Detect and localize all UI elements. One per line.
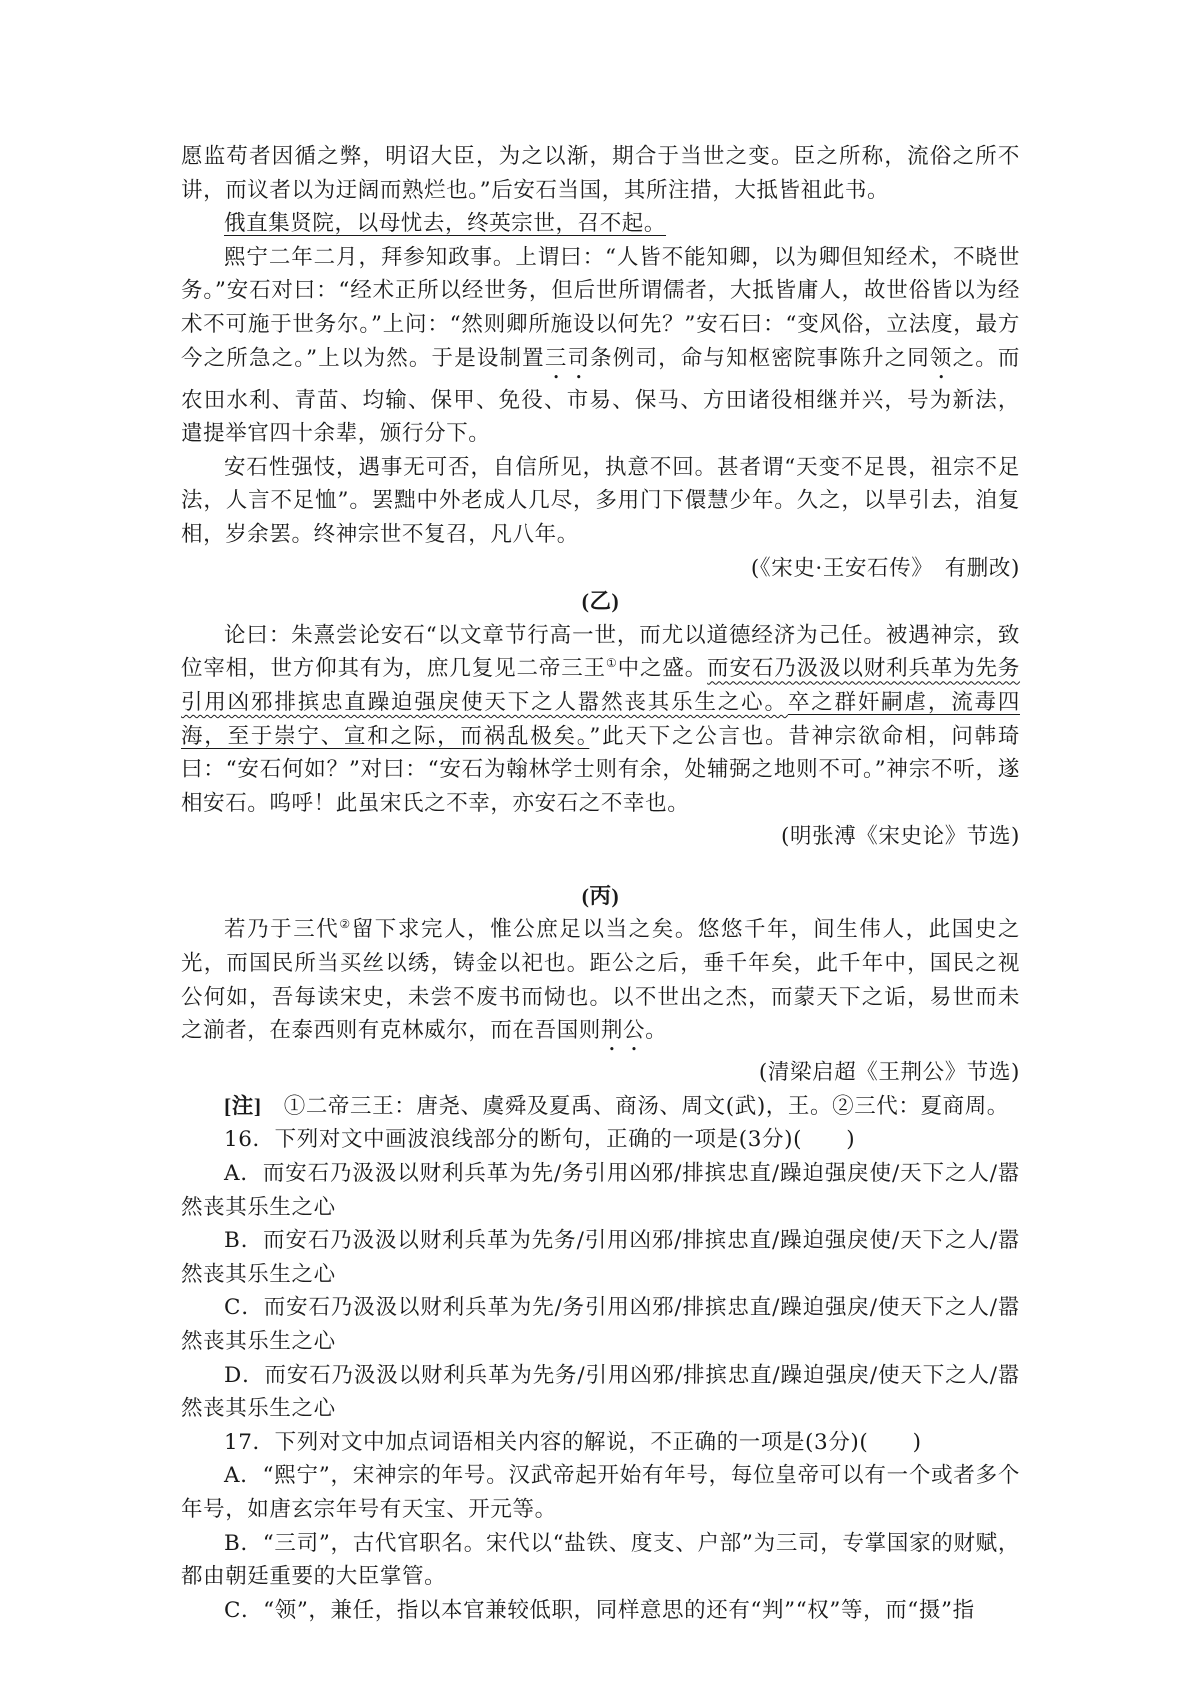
question-17-option-c: C．“领”，兼任，指以本官兼较低职，同样意思的还有“判”“权”等，而“摄”指 — [224, 1597, 975, 1623]
yi-paragraph: 论曰：朱熹尝论安石“以文章节行高一世，而尤以道德经济为己任。被遇神宗，致位宰相，世方仰其有为，庶几复见二帝三王①中之盛。而安石乃汲汲以财利兵革为先务引用凶邪排摈忠直躁迫强戾使天下之人嚣然丧其乐生之心。卒之群奸嗣虐，流毒四海，至于崇宁、宣和之际，而祸乱极矣。”此天下之公言也。昔神宗欲命相，问韩琦曰：“安石何如？”对曰：“安石为翰林学士则有余，处辅弼之地则不可。”神宗不听，遂相安石。呜呼！此虽宋氏之不幸，亦安石之不幸也。 — [181, 622, 1021, 816]
underlined-sentence-2: 卒之群奸嗣虐，流毒四海，至于崇宁、宣和之际，而祸乱极矣。 — [181, 689, 1020, 749]
jia-paragraph-1: 愿监苟者因循之弊，明诏大臣，为之以渐，期合于当世之变。臣之所称，流俗之所不讲，而议者以为迂阔而熟烂也。”后安石当国，其所注措，大抵皆祖此书。 — [181, 144, 1020, 203]
question-17-option-b: B．“三司”，古代官职名。宋代以“盐铁、度支、户部”为三司，专掌国家的财赋，都由朝廷重要的大臣掌管。 — [181, 1530, 1020, 1590]
question-16-option-c: C．而安石乃汲汲以财利兵革为先/务引用凶邪/排摈忠直/躁迫强戾/使天下之人/嚣然丧其乐生之心 — [181, 1295, 1020, 1354]
jia-source: (《宋史·王安石传》 有删改) — [750, 555, 1020, 581]
section-gap — [181, 854, 1020, 880]
bing-paragraph: 若乃于三代②留下求完人，惟公庶足以当之矣。悠悠千年，间生伟人，此国史之光，而国民所当买丝以绣，铸金以祀也。距公之后，垂千年矣，此千年中，国民之视公何如，吾每读宋史，未尝不废书而恸也。以不世出之杰，而蒙天下之诟，易世而未之湔者，在泰西则有克林威尔，而在吾国则荆公。 — [181, 917, 1020, 1044]
question-17-option-a: A．“熙宁”，宋神宗的年号。汉武帝起开始有年号，每位皇帝可以有一个或者多个年号，如唐玄宗年号有天宝、开元等。 — [181, 1463, 1020, 1522]
jia-paragraph-3: 熙宁二年二月，拜参知政事。上谓曰：“人皆不能知卿，以为卿但知经术，不晓世务。”安石对曰：“经术正所以经世务，但后世所谓儒者，大抵皆庸人，故世俗皆以为经术不可施于世务尔。”上问：“然则卿所施设以何先？”安石曰：“变风俗，立法度，最方今之所急之。”上以为然。于是设制置三司条例司，命与知枢密院事陈升之同领之。而农田水利、青苗、均输、保甲、免役、市易、保马、方田诸役相继并兴，号为新法，遣提举官四十余辈，颁行分下。 — [181, 244, 1020, 447]
question-16-option-d: D．而安石乃汲汲以财利兵革为先务/引用凶邪/排摈忠直/躁迫强戾/使天下之人/嚣然丧其乐生之心 — [181, 1362, 1020, 1422]
question-16-option-b: B．而安石乃汲汲以财利兵革为先务/引用凶邪/排摈忠直/躁迫强戾使/天下之人/嚣然丧其乐生之心 — [181, 1228, 1020, 1287]
footnote-ref-1: ① — [606, 656, 618, 671]
jia-paragraph-4: 安石性强忮，遇事无可否，自信所见，执意不回。甚者谓“天变不足畏，祖宗不足法，人言不足恤”。罢黜中外老成人几尽，多用门下儇慧少年。久之，以旱引去，洎复相，岁余罢。终神宗世不复召，凡八年。 — [181, 454, 1020, 547]
dotted-term-sansi: 三司 — [544, 345, 591, 371]
wavy-underlined-sentence: 而安石乃汲汲以财利兵革为先务引用凶邪排摈忠直躁迫强戾使天下之人嚣然丧其乐生之心。 — [181, 656, 1021, 715]
question-17-stem: 17．下列对文中加点词语相关内容的解说，不正确的一项是(3分)( ) — [224, 1429, 922, 1455]
question-16-stem: 16．下列对文中画波浪线部分的断句，正确的一项是(3分)( ) — [224, 1127, 856, 1153]
underlined-sentence: 俄直集贤院，以母忧去，终英宗世，召不起。 — [224, 211, 667, 237]
bing-source: (清梁启超《王荆公》节选) — [758, 1060, 1020, 1086]
footnote-label: [注] — [224, 1093, 262, 1118]
passage-content — [181, 140, 1020, 1627]
dotted-term-jinggong: 荆公 — [600, 1018, 646, 1044]
jia-paragraph-2 — [181, 207, 1020, 241]
footnote-ref-2: ② — [339, 917, 352, 932]
yi-source: (明张溥《宋史论》节选) — [781, 824, 1020, 850]
question-16-option-a: A．而安石乃汲汲以财利兵革为先/务引用凶邪/排摈忠直/躁迫强戾使/天下之人/嚣然丧其乐生之心 — [181, 1161, 1020, 1220]
yi-heading: (乙) — [581, 589, 620, 614]
footnote: [注] ①二帝三王：唐尧、虞舜及夏禹、商汤、周文(武)，王。②三代：夏商周。 — [224, 1093, 1009, 1119]
dotted-term-ling: 领 — [929, 345, 953, 371]
bing-heading: (丙) — [581, 883, 620, 908]
